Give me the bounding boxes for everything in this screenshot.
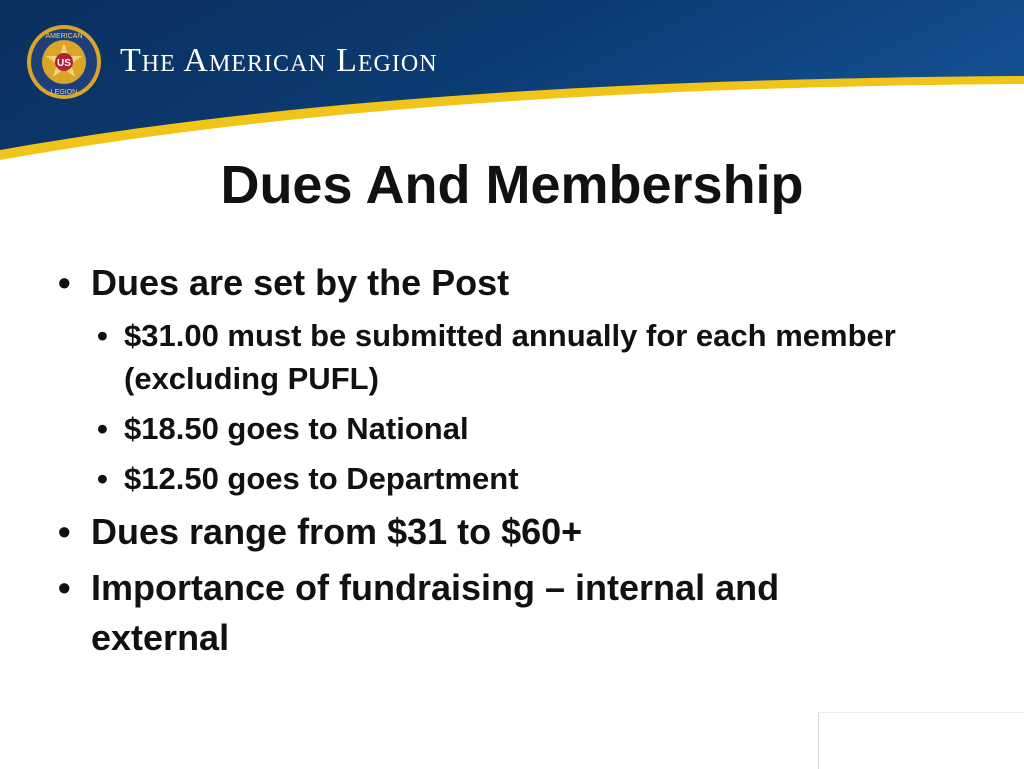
- american-legion-emblem-icon: [24, 24, 104, 100]
- sub-bullet-item: [56, 314, 916, 400]
- sub-bullet-text: $31.00 must be submitted annually for each member (excluding PUFL): [124, 318, 896, 396]
- bullet-list: [56, 258, 916, 669]
- bullet-item: [56, 258, 916, 308]
- bullet-text: Dues are set by the Post: [91, 262, 510, 303]
- bullet-dot: •: [58, 567, 71, 608]
- bullet-text: Dues range from $31 to $60+: [91, 511, 583, 552]
- svg-text:US: US: [57, 58, 71, 69]
- svg-text:LEGION: LEGION: [50, 89, 78, 96]
- corner-divider: [818, 712, 1024, 769]
- slide-title: Dues And Membership: [220, 155, 804, 215]
- sub-bullet-item: [56, 457, 916, 500]
- bullet-dot: •: [58, 511, 71, 552]
- svg-text:AMERICAN: AMERICAN: [45, 33, 83, 40]
- bullet-item: [56, 563, 916, 663]
- sub-bullet-item: [56, 407, 916, 450]
- banner-swoosh: [0, 0, 1024, 170]
- sub-bullet-text: $18.50 goes to National: [124, 411, 469, 446]
- bullet-item: [56, 507, 916, 557]
- header-banner: [0, 0, 1024, 170]
- org-name: The American Legion: [120, 42, 438, 79]
- sub-bullet-text: $12.50 goes to Department: [124, 461, 519, 496]
- bullet-text: Importance of fundraising – internal and external: [91, 567, 780, 658]
- bullet-dot: •: [97, 318, 108, 353]
- bullet-dot: •: [97, 461, 108, 496]
- bullet-dot: •: [58, 262, 71, 303]
- bullet-dot: •: [97, 411, 108, 446]
